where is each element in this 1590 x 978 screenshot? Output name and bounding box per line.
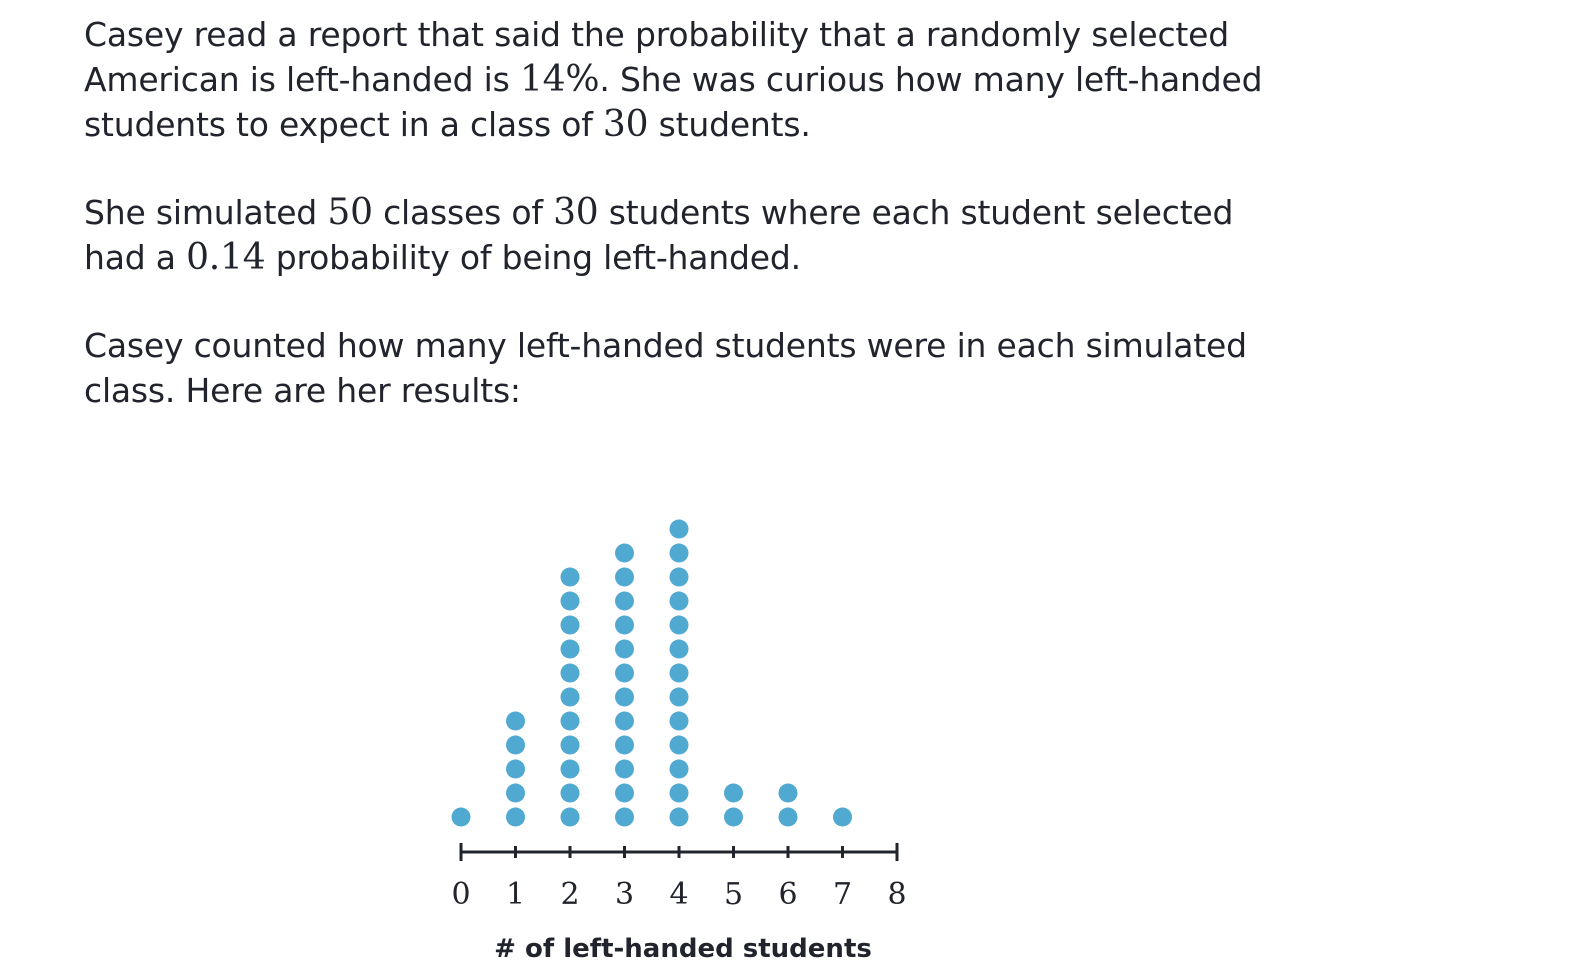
- p1-text-c: students.: [648, 105, 811, 144]
- p3-text-a: Casey counted how many left-handed students were in each simulated class. Here are her results:: [84, 326, 1247, 410]
- dot-3-12: [615, 544, 634, 563]
- dot-2-8: [561, 640, 580, 659]
- dot-2-3: [561, 760, 580, 779]
- p2-text-b: classes of: [372, 193, 554, 232]
- p2-math-classes: 50: [327, 192, 373, 233]
- dot-4-7: [670, 664, 689, 683]
- dot-4-10: [670, 592, 689, 611]
- dot-4-12: [670, 544, 689, 563]
- dot-3-5: [615, 712, 634, 731]
- dot-4-8: [670, 640, 689, 659]
- dot-4-3: [670, 760, 689, 779]
- dot-4-4: [670, 736, 689, 755]
- dot-1-3: [506, 760, 525, 779]
- dot-1-5: [506, 712, 525, 731]
- dot-2-9: [561, 616, 580, 635]
- dot-1-2: [506, 784, 525, 803]
- p1-math-class-size: 30: [602, 104, 649, 145]
- x-tick-label-7: 7: [832, 877, 853, 912]
- dot-2-10: [561, 592, 580, 611]
- dot-5-2: [724, 784, 743, 803]
- dot-2-5: [561, 712, 580, 731]
- p1-text-b: . She was curious how many left-handed students to expect in a class of: [84, 60, 1263, 144]
- dot-3-2: [615, 784, 634, 803]
- dot-3-6: [615, 688, 634, 707]
- p1-text-a: Casey read a report that said the probability that a randomly selected American is left-handed is: [84, 15, 1229, 99]
- x-tick-labels: [451, 877, 906, 912]
- dot-4-1: [670, 808, 689, 827]
- dots-layer: [452, 520, 853, 827]
- dot-3-7: [615, 664, 634, 683]
- dot-3-8: [615, 640, 634, 659]
- dot-6-1: [779, 808, 798, 827]
- dot-3-10: [615, 592, 634, 611]
- dot-7-1: [833, 808, 852, 827]
- dot-0-1: [452, 808, 471, 827]
- x-tick-label-2: 2: [560, 877, 580, 912]
- dot-2-2: [561, 784, 580, 803]
- p2-math-class-size: 30: [553, 192, 599, 233]
- dot-3-3: [615, 760, 634, 779]
- p2-math-probability: 0.14: [186, 237, 266, 278]
- dot-1-1: [506, 808, 525, 827]
- dot-2-1: [561, 808, 580, 827]
- dot-2-11: [561, 568, 580, 587]
- dot-4-9: [670, 616, 689, 635]
- dot-3-1: [615, 808, 634, 827]
- p2-text-d: probability of being left-handed.: [265, 238, 801, 277]
- dot-4-5: [670, 712, 689, 731]
- dot-4-13: [670, 520, 689, 539]
- dot-5-1: [724, 808, 743, 827]
- dot-4-2: [670, 784, 689, 803]
- p1-math-percent: 14%: [519, 59, 600, 100]
- dot-2-7: [561, 664, 580, 683]
- x-tick-label-5: 5: [723, 877, 744, 912]
- p2-text-a: She simulated: [84, 193, 328, 232]
- x-tick-label-0: 0: [451, 877, 471, 912]
- x-tick-label-1: 1: [505, 877, 526, 912]
- dot-1-4: [506, 736, 525, 755]
- dot-4-6: [670, 688, 689, 707]
- x-axis: [461, 843, 897, 861]
- x-tick-label-6: 6: [778, 877, 798, 912]
- dot-3-4: [615, 736, 634, 755]
- p2-text-c: students where each student selected had a: [84, 193, 1234, 277]
- dot-3-9: [615, 616, 634, 635]
- x-axis-label: # of left-handed students: [494, 934, 872, 964]
- dot-2-4: [561, 736, 580, 755]
- dot-4-11: [670, 568, 689, 587]
- x-tick-label-4: 4: [669, 877, 689, 912]
- dot-6-2: [779, 784, 798, 803]
- x-tick-label-3: 3: [614, 877, 635, 912]
- dot-3-11: [615, 568, 634, 587]
- dot-2-6: [561, 688, 580, 707]
- x-tick-label-8: 8: [887, 877, 907, 912]
